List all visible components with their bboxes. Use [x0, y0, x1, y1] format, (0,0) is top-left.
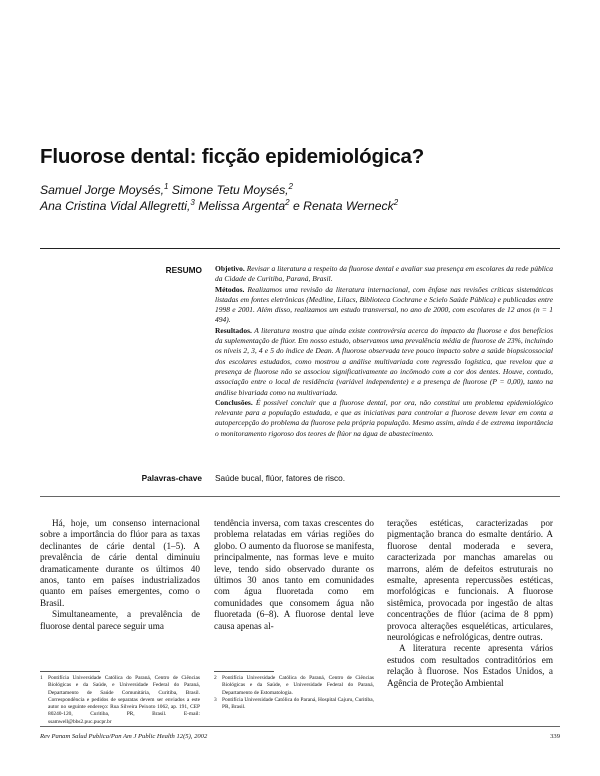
body-paragraph: Há, hoje, um consenso internacional sobre a importância do flúor para as taxas declinantes de cárie dental (1–5). A prevalência de cárie dental diminuiu dramaticamente durante os últimos 40 anos, tanto em países industrializados quanto em países emergentes, como o Brasil.: [40, 518, 200, 608]
author-name: Ana Cristina Vidal Allegretti,: [40, 199, 191, 214]
author-name: Samuel Jorge Moysés,: [40, 183, 164, 198]
author-name: Melissa Argenta: [194, 199, 286, 214]
footnote-number: 1: [40, 675, 43, 681]
footnote-divider: [40, 671, 100, 672]
author-name: Simone Tetu Moysés,: [168, 183, 289, 198]
abstract-results-text: A literatura mostra que ainda existe controvérsia acerca do impacto da fluorose e dos benefícios da suplementação de flúor. Em nosso estudo, observamos uma prevalência média de fluorose de 23%, incluindo os níveis 2, 3, 4 e 5 do índice de Dean. A fluorose observada teve pouco impacto sobre a saúde biopsicossocial dos escolares estudados, como mostrou a análise multivariada com regressão logística, que revelou que a presença de fluorose não se associou significativamente ao incômodo com a cor dos dentes. Houve, contudo, associação entre o local de residência (variável independente) e a presença de fluorose (P = 0,00), tanto na análise bivariada como na multivariada.: [215, 325, 553, 397]
abstract-objective-heading: Objetivo.: [215, 264, 245, 273]
body-paragraph: Simultaneamente, a prevalência de fluorose dental parece seguir uma: [40, 609, 200, 631]
body-column-1: [40, 518, 200, 632]
author-affiliation-mark: 1: [163, 182, 169, 191]
author-affiliation-mark: 3: [190, 198, 195, 207]
abstract-conclusions: [215, 398, 553, 439]
abstract-results: [215, 326, 553, 398]
footnote-number: 2: [214, 675, 217, 681]
abstract-results-heading: Resultados.: [215, 325, 252, 335]
footer-divider: [40, 726, 560, 727]
footnote-divider: [214, 671, 274, 672]
footnotes-column-1: [40, 675, 200, 726]
footnote-text: Pontifícia Universidade Católica do Paraná, Hospital Cajuru, Curitiba, PR, Brasil.: [222, 696, 374, 711]
abstract-divider: [40, 496, 560, 497]
authors-line-2: [40, 198, 398, 213]
footnote-text: Pontifícia Universidade Católica do Paraná, Centro de Ciências Biológicas e da Saúde, e Universidade Federal do Paraná, Departamento de Saúde Comunitária, Curitiba, Brasil. Correspondência e pedidos de separatas devem ser enviados a este autor no seguinte endereço: Rua Silveira Peixoto 1062, ap. 191, CEP 80240-120, Curitiba, PR, Brasil. E-mail: ssamwell@bbs2.puc.pucpr.br: [48, 675, 200, 725]
footnote: [214, 675, 374, 697]
footnotes-column-2: [214, 675, 374, 711]
authors-line-1: [40, 182, 293, 197]
author-affiliation-mark: 2: [285, 198, 290, 207]
footnote: [214, 697, 374, 712]
abstract-objective: [215, 264, 553, 285]
author-affiliation-mark: 2: [288, 182, 293, 191]
body-column-2: [214, 518, 374, 632]
author-affiliation-mark: 2: [393, 198, 399, 207]
page-number: 339: [550, 733, 560, 740]
keywords-label: Palavras-chave: [141, 473, 202, 483]
header-divider: [40, 248, 560, 249]
abstract-conclusions-text: É possível concluir que a fluorose dental, por ora, não constitui um problema epidemiológico relevante para a população estudada, e que as iniciativas para controlar a fluorose devem levar em conta a autopercepção do problema da fluorose pela própria população. Mesmo assim, ainda é de extrema importância o monitoramento rigoroso dos teores de flúor na água de abastecimento.: [215, 397, 553, 438]
abstract-label: RESUMO: [165, 265, 202, 275]
author-name: e Renata Werneck: [289, 199, 394, 214]
abstract-methods-heading: Métodos.: [215, 284, 245, 294]
body-column-3: [387, 518, 553, 689]
article-title: Fluorose dental: ficção epidemiológica?: [40, 145, 425, 168]
body-paragraph: tendência inversa, com taxas crescentes do problema relatadas em várias regiões do globo. O aumento da fluorose se manifesta, principalmente, nas formas leve e muito leve, tendo sido observado durante os últimos 30 anos tanto em comunidades com água fluoretada como em comunidades que consomem água não fluoretada (6–8). A fluorose dental leve causa apenas al-: [214, 518, 374, 631]
footnote-number: 3: [214, 696, 217, 703]
body-paragraph: terações estéticas, caracterizadas por pigmentação branca do esmalte dentário. A fluorose dental moderada e severa, caracterizada por manchas amarelas ou marrons, além de defeitos estruturais no esmalte, apresenta repercussões estéticas, morfológicas e funcionais. A fluorose sistêmica, provocada por ingestão de altas concentrações de flúor (acima de 8 ppm) provoca alterações esqueléticas, articulares, neurológicas e nefrológicas, dentre outras.: [387, 518, 553, 643]
body-paragraph: A literatura recente apresenta vários estudos com resultados contraditórios em relação à fluorose. Nos Estados Unidos, a Agência de Proteção Ambiental: [387, 643, 553, 688]
footnote: [40, 675, 200, 726]
abstract-body: [215, 264, 553, 439]
abstract-conclusions-heading: Conclusões.: [215, 397, 253, 407]
abstract-methods-text: Realizamos uma revisão da literatura internacional, com ênfase nas revisões críticas sistemáticas listadas em fontes eletrônicas (Medline, Lilacs, Biblioteca Cochrane e Scielo Saúde Pública) e publicadas entre 1998 e 2001. Além disso, realizamos um estudo transversal, no ano de 2000, com escolares de 12 anos (n = 1 494).: [215, 284, 553, 325]
keywords-text: Saúde bucal, flúor, fatores de risco.: [215, 473, 346, 483]
abstract-methods: [215, 285, 553, 326]
abstract-objective-text: Revisar a literatura a respeito da fluorose dental e avaliar sua presença em escolares da rede pública da Cidade de Curitiba, Paraná, Brasil.: [215, 264, 553, 284]
journal-citation: Rev Panam Salud Publica/Pan Am J Public Health 12(5), 2002: [40, 733, 208, 740]
footnote-text: Pontifícia Universidade Católica do Paraná, Centro de Ciências Biológicas e da Saúde, e Universidade Federal do Paraná, Departamento de Estomatologia.: [222, 675, 374, 696]
